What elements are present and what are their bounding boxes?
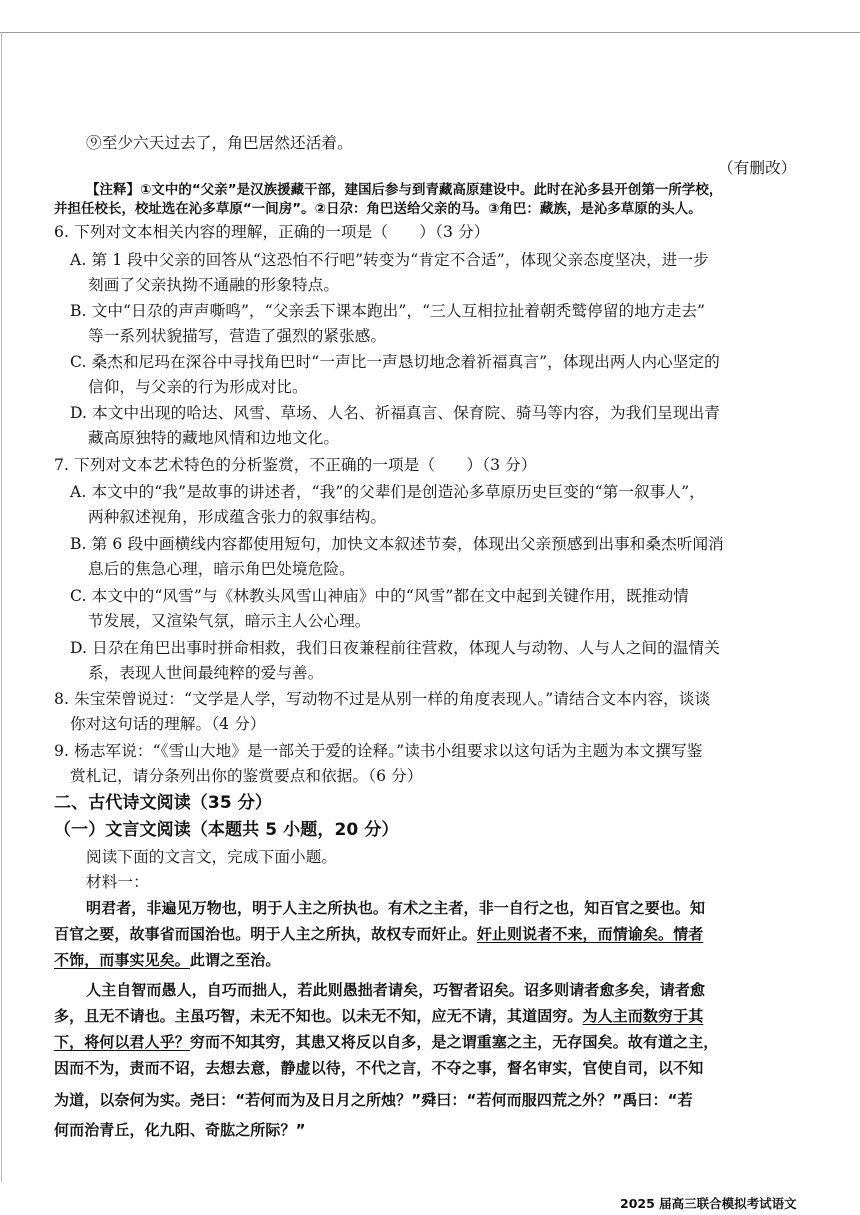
page-top-border [0,32,860,33]
classical-text: 多，且无不请也。主虽巧智，未无不知也。以未无不知，应无不请，其道固穷。 [54,1007,583,1025]
q6-option-b-cont: 等一系列状貌描写，营造了强烈的紧张感。 [88,327,387,345]
q6-option-a: A. 第 1 段中父亲的回答从“这恐怕不行吧”转变为“肯定不合适”，体现父亲态度坚决，进一步 [70,251,709,269]
q7-option-a-cont: 两种叙述视角，形成蕴含张力的叙事结构。 [88,508,387,526]
q6-option-c: C. 桑杰和尼玛在深谷中寻找角巴时“一声比一声恳切地念着祈福真言”，体现出两人内心坚定的 [70,353,720,371]
q8-line-2: 你对这句话的理解。（4 分） [70,715,266,733]
reading-instruction: 阅读下面的文言文，完成下面小题。 [86,848,338,866]
q6-option-a-cont: 刻画了父亲执拗不通融的形象特点。 [88,276,340,294]
material-label: 材料一： [86,873,149,891]
underlined-sentence: 下，将何以君人乎？ [54,1033,190,1051]
q6-stem: 6. 下列对文本相关内容的理解，正确的一项是（ ）（3 分） [54,223,490,241]
classical-p1-line-2 [54,924,703,944]
classical-p2-line-5: 为道，以奈何为实。尧曰：“若何而为及日月之所烛？”舜曰：“若何而服四荒之外？”禹曰：“若 [54,1091,693,1109]
classical-p2-line-1: 人主自智而愚人，自巧而拙人，若此则愚拙者请矣，巧智者诏矣。诏多则请者愈多矣，请者愈 [86,981,706,999]
q9-line-1: 9. 杨志军说：“《雪山大地》是一部关于爱的诠释。”读书小组要求以这句话为主题为本文撰写鉴 [54,742,703,760]
q8-line-1: 8. 朱宝荣曾说过：“文学是人学，写动物不过是从别一样的角度表现人。”请结合文本内容，谈谈 [54,690,711,708]
q7-option-b-cont: 息后的焦急心理，暗示角巴处境危险。 [88,560,355,578]
q7-option-c-cont: 节发展，又渲染气氛，暗示主人公心理。 [88,612,371,630]
classical-text: 百官之要，故事省而国治也。明于人主之所执，故权专而奸止。 [54,925,477,943]
q7-option-b: B. 第 6 段中画横线内容都使用短句，加快文本叙述节奏，体现出父亲预感到出事和桑杰听闻消 [70,535,724,553]
classical-p1-line-3 [54,950,281,970]
subsection-heading: （一）文言文阅读（本题共 5 小题，20 分） [54,820,399,840]
classical-text: 此谓之至治。 [189,951,281,969]
q7-option-d-cont: 系，表现人世间最纯粹的爱与善。 [88,664,324,682]
notes-line-1: 【注释】①文中的“父亲”是汉族援藏干部，建国后参与到青藏高原建设中。此时在沁多县开创第一所学校， [86,183,723,198]
q6-option-d-cont: 藏高原独特的藏地风情和边地文化。 [88,429,340,447]
q7-option-a: A. 本文中的“我”是故事的讲述者，“我”的父辈们是创造沁多草原历史巨变的“第一叙事人”， [70,483,705,501]
passage-end-line: ⑨至少六天过去了，角巴居然还活着。 [86,134,353,152]
section-heading: 二、古代诗文阅读（35 分） [54,793,272,813]
q7-option-c: C. 本文中的“风雪”与《林教头风雪山神庙》中的“风雪”都在文中起到关键作用，既推动情 [70,587,689,605]
underlined-sentence: 奸止则说者不来，而情谕矣。情者 [476,925,704,943]
classical-p2-line-3 [54,1032,718,1052]
classical-p2-line-6: 何而治青丘，化九阳、奇肱之所际？” [54,1121,306,1139]
page-footer: 2025 届高三联合模拟考试语文 [620,1196,797,1211]
notes-line-2: 并担任校长，校址选在沁多草原“一间房”。②日尕：角巴送给父亲的马。③角巴：藏族，是沁多草原的头人。 [54,202,702,217]
underlined-sentence: 不饰，而事实见矣。 [54,951,190,969]
q6-option-c-cont: 信仰，与父亲的行为形成对比。 [88,378,308,396]
q6-option-b: B. 文中“日尕的声声嘶鸣”，“父亲丢下课本跑出”，“三人互相拉扯着朝秃鹫停留的地方走去” [70,302,706,320]
edit-note: （有删改） [718,159,797,177]
underlined-sentence: 为人主而数穷于其 [582,1007,704,1025]
q6-option-d: D. 本文中出现的哈达、风雪、草场、人名、祈福真言、保育院、骑马等内容，为我们呈现出青 [70,404,720,422]
classical-text: 穷而不知其穷，其患又将反以自多，是之谓重塞之主，无存国矣。故有道之主， [189,1033,719,1051]
classical-p2-line-2 [54,1006,703,1026]
page-left-border [1,32,2,1182]
q7-stem: 7. 下列对文本艺术特色的分析鉴赏，不正确的一项是（ ）（3 分） [54,456,537,474]
q9-line-2: 赏札记，请分条列出你的鉴赏要点和依据。（6 分） [70,767,423,785]
q7-option-d: D. 日尕在角巴出事时拼命相救，我们日夜兼程前往营救，体现人与动物、人与人之间的温情关 [70,639,720,657]
classical-p1-line-1: 明君者，非遍见万物也，明于人主之所执也。有术之主者，非一自行之也，知百官之要也。知 [86,899,706,917]
classical-p2-line-4: 因而不为，责而不诏，去想去意，静虚以待，不代之言，不夺之事，督名审实，官使自司，以不知 [54,1059,704,1077]
